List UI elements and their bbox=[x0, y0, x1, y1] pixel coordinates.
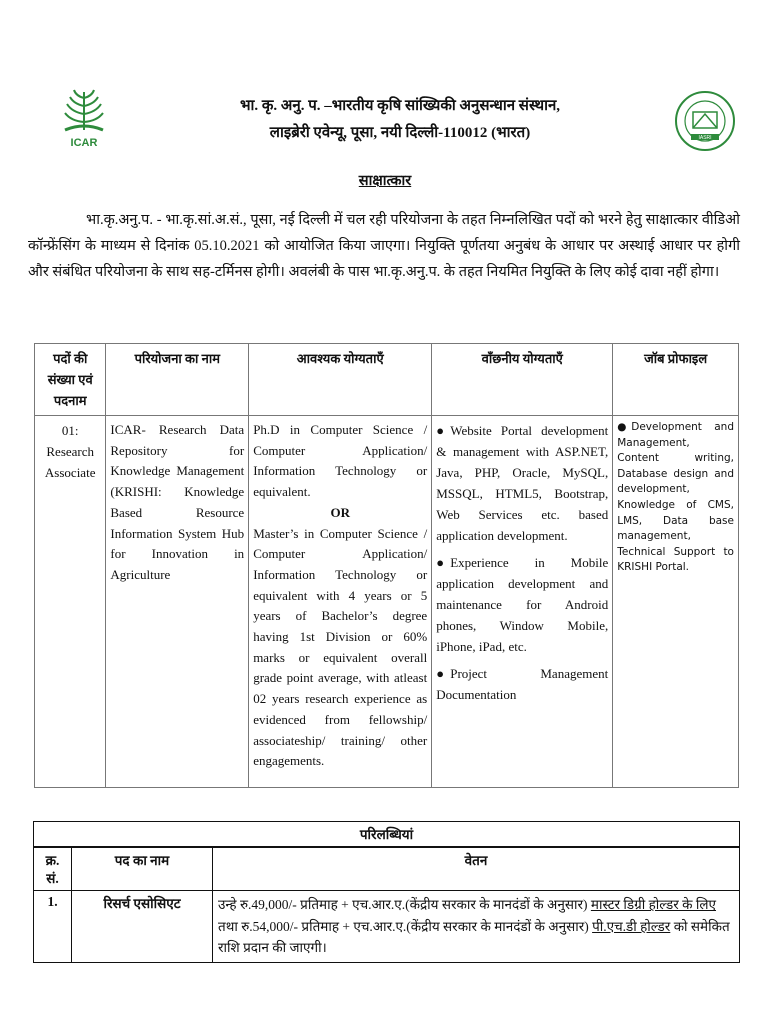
list-item: ● Website Portal development & management with ASP.NET, Java, PHP, Oracle, MySQL, MSSQL, HTML5, Bootstrap, Web Services etc. based application development. bbox=[436, 420, 608, 546]
table-row bbox=[35, 416, 739, 788]
essential-cell bbox=[249, 416, 432, 788]
header-post-count: पदों की संख्या एवं पदनाम bbox=[35, 344, 106, 416]
bullet-icon: ● bbox=[436, 666, 445, 681]
header-essential-qualifications: आवश्यक योग्यताएँ bbox=[249, 344, 432, 416]
intro-text: भा.कृ.अनु.प. - भा.कृ.सां.अ.सं., पूसा, नई दिल्ली में चल रही परियोजना के तहत निम्नलिखित पदों को भरने हेतु साक्षात्कार वीडिओ कॉन्फ्रेंसिंग के माध्यम से दिनांक 05.10.2021 को आयोजित किया जाएगा। नियुक्ति पूर्णतया अनुबंध के आधार पर अस्थाई आधार पर होगी और संबंधित परियोजना के साथ सह-टर्मिनस होगी। अवलंबी के पास भा.कृ.अनु.प. के तहत नियमित नियुक्ति के लिए कोई दावा नहीं होगा। bbox=[28, 212, 740, 280]
emoluments-caption: परिलब्धियां bbox=[34, 822, 740, 848]
post-name-cell: रिसर्च एसोसिएट bbox=[72, 891, 213, 963]
sno-cell: 1. bbox=[34, 891, 72, 963]
emoluments-table bbox=[33, 821, 740, 963]
project-cell: ICAR- Research Data Repository for Knowledge Management (KRISHI: Knowledge Based Resource Information System Hub for Innovation in Agriculture bbox=[106, 416, 249, 788]
header-desirable-qualifications: वाँछनीय योग्यताएँ bbox=[432, 344, 613, 416]
positions-table bbox=[34, 343, 739, 788]
header-post-name: पद का नाम bbox=[72, 847, 213, 891]
iasri-logo-text: IASRI bbox=[698, 135, 712, 141]
essential-option-1: Ph.D in Computer Science / Computer Application/ Information Technology or equivalent. bbox=[253, 422, 428, 500]
header-line-1: भा. कृ. अनु. प. –भारतीय कृषि सांख्यिकी अनुसन्धान संस्थान, bbox=[239, 98, 561, 114]
list-item: ● Experience in Mobile application development and maintenance for Android phones, Window Mobile, iPhone, iPad, etc. bbox=[436, 552, 608, 657]
header-project-name: परियोजना का नाम bbox=[106, 344, 249, 416]
list-item: ● Project Management Documentation bbox=[436, 663, 608, 705]
header-salary: वेतन bbox=[213, 847, 740, 891]
phd-holder-text: पी.एच.डी होल्डर bbox=[592, 918, 671, 934]
or-label: OR bbox=[330, 504, 350, 520]
table-row bbox=[34, 891, 740, 963]
positions-header-row bbox=[35, 344, 739, 416]
icar-logo-text: ICAR bbox=[70, 137, 98, 149]
bullet-icon: ● bbox=[617, 421, 627, 433]
header-sno: क्र. सं. bbox=[34, 847, 72, 891]
essential-option-2: Master’s in Computer Science / Computer Application/ Information Technology or equivalent with 4 years or 5 years of Bachelor’s degree having 1st Division or 60% marks or equivalent overall grade point average, with atleast 02 years research experience as evidenced from fellowship/ associateship/ training/ other engagements. bbox=[253, 525, 428, 769]
header-line-2: लाइब्रेरी एवेन्यू, पूसा, नयी दिल्ली-110012 (भारत) bbox=[269, 125, 531, 141]
masters-holder-text: मास्टर डिग्री होल्डर के लिए bbox=[590, 897, 716, 912]
job-profile-text: Development and Management, Content writing, Database design and development, Knowledge of CMS, LMS, Data base management, Technical Support to KRISHI Portal. bbox=[617, 421, 734, 574]
iasri-logo bbox=[674, 90, 736, 152]
intro-paragraph bbox=[28, 207, 740, 285]
salary-cell: उन्हे रु.49,000/- प्रतिमाह + एच.आर.ए.(केंद्रीय सरकार के मानदंडों के अनुसार) मास्टर डिग्री होल्डर के लिए तथा रु.54,000/- प्रतिमाह + एच.आर.ए.(केंद्रीय सरकार के मानदंडों के अनुसार) पी.एच.डी होल्डर को समेकित राशि प्रदान की जाएगी। bbox=[213, 891, 740, 963]
interview-heading bbox=[0, 170, 770, 190]
bullet-icon: ● bbox=[436, 555, 445, 570]
interview-title: साक्षात्कार bbox=[358, 173, 412, 189]
emoluments-caption-row bbox=[34, 822, 740, 848]
header-job-profile: जॉब प्रोफाइल bbox=[613, 344, 739, 416]
job-profile-cell bbox=[613, 416, 739, 788]
post-cell: 01: Research Associate bbox=[35, 416, 106, 788]
desirable-cell bbox=[432, 416, 613, 788]
emoluments-header-row bbox=[34, 847, 740, 891]
bullet-icon: ● bbox=[436, 423, 445, 438]
